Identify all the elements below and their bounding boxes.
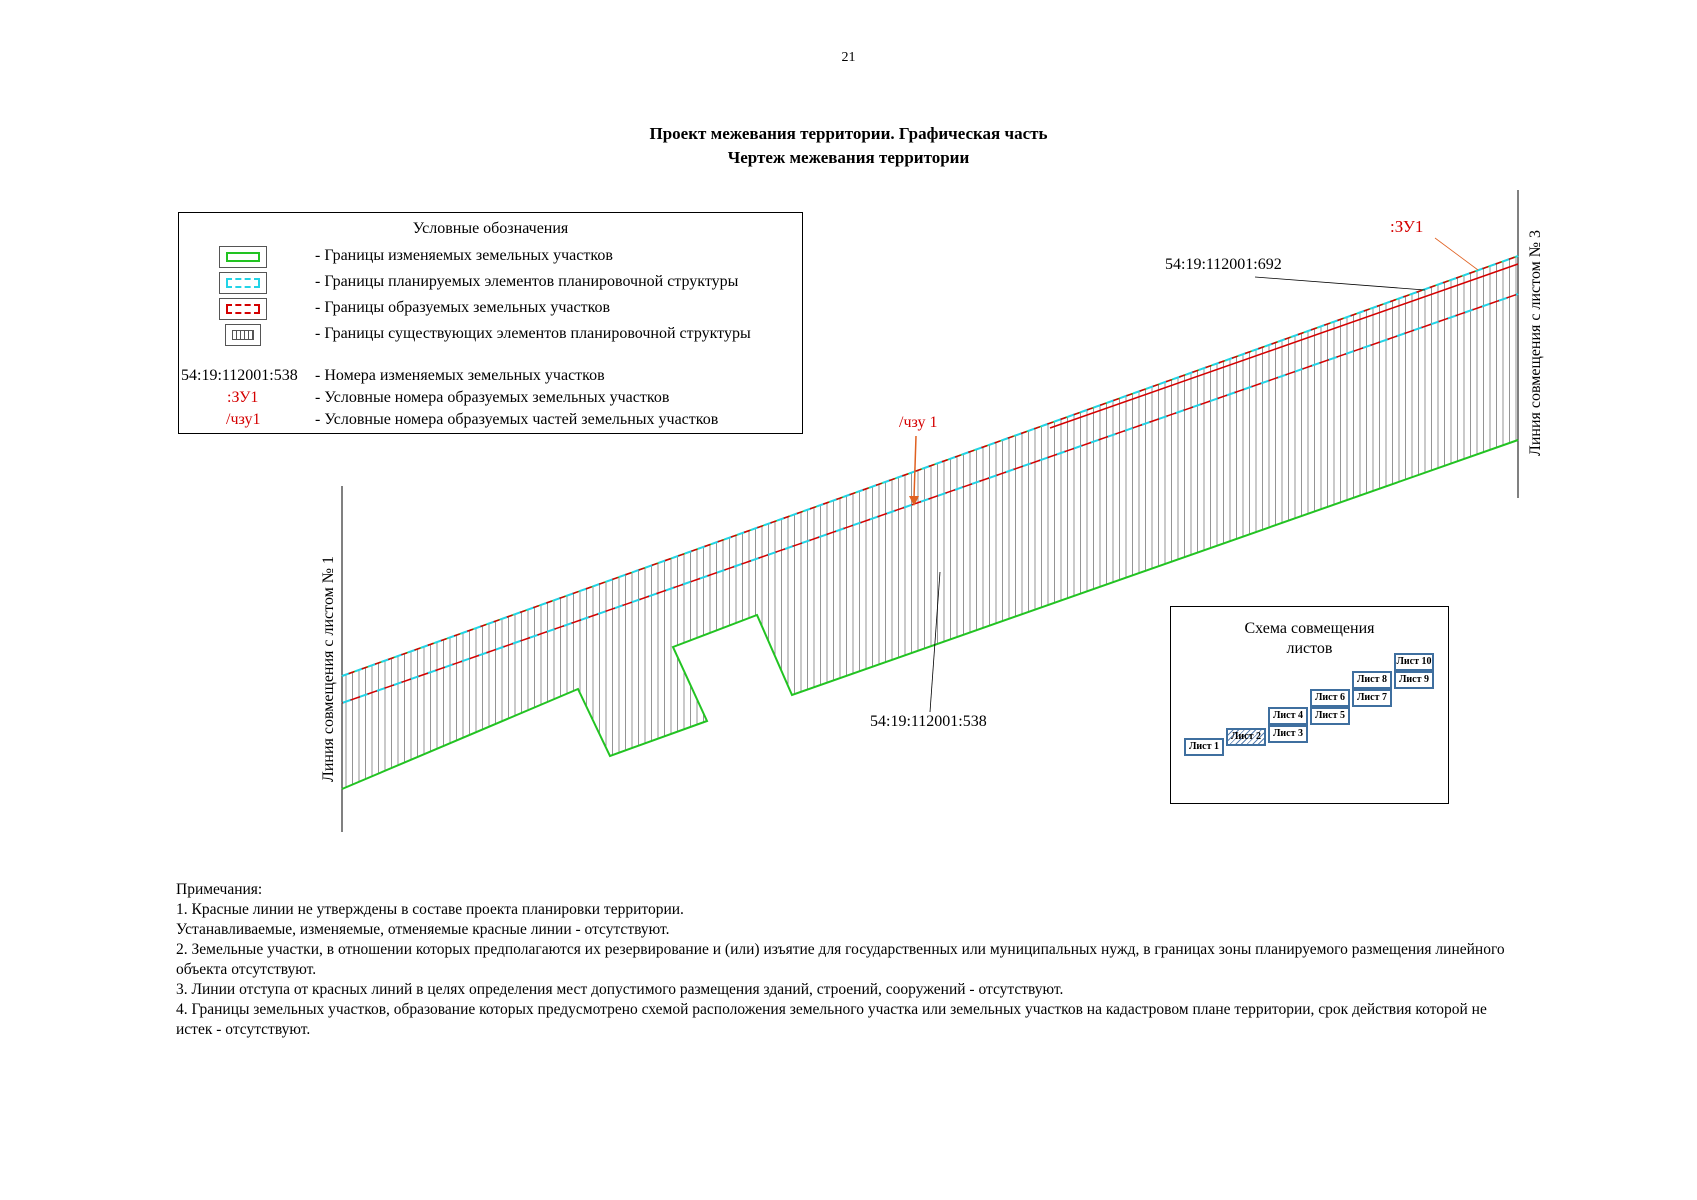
- sheet-3: Лист 3: [1268, 725, 1308, 743]
- sheet-6: Лист 6: [1310, 689, 1350, 707]
- cyan-dash-symbol-icon: [219, 272, 267, 294]
- sheet-scheme: [1170, 606, 1449, 804]
- sheet-7: Лист 7: [1352, 689, 1392, 707]
- leader-chzu1: [914, 436, 916, 498]
- legend: [178, 212, 803, 434]
- leader-parcel-538: [930, 572, 940, 712]
- legend-item: - Условные номера образуемых частей земельных участков: [315, 411, 719, 428]
- parcel-label-538: 54:19:112001:538: [870, 713, 987, 730]
- legend-item: - Границы изменяемых земельных участков: [315, 247, 613, 264]
- page-subtitle: Чертеж межевания территории: [727, 148, 970, 167]
- sheet-8: Лист 8: [1352, 671, 1392, 689]
- leader-zu1: [1435, 238, 1478, 270]
- legend-item: - Условные номера образуемых земельных участков: [315, 389, 670, 406]
- legend-code: /чзу1: [226, 411, 261, 428]
- red-dash-symbol-icon: [219, 298, 267, 320]
- note-item: 4. Границы земельных участков, образование которых предусмотрено схемой расположения земельного участка или земельных участков на кадастровом плане территории, срок действия которой не истек - отсутствуют.: [176, 1001, 1487, 1038]
- chzu1-label: /чзу 1: [899, 414, 938, 431]
- formed-parcel-upper-segment: [1050, 264, 1518, 428]
- sheet-5: Лист 5: [1310, 707, 1350, 725]
- parcel-label-692: 54:19:112001:692: [1165, 256, 1282, 273]
- legend-code: :ЗУ1: [227, 389, 259, 406]
- sheet-9: Лист 9: [1394, 671, 1434, 689]
- gray-hatch-symbol-icon: [225, 324, 261, 346]
- page-title: Проект межевания территории. Графическая часть: [649, 124, 1048, 143]
- notes: [176, 880, 1526, 1040]
- sheet-1: Лист 1: [1184, 738, 1224, 756]
- note-item: 3. Линии отступа от красных линий в целях определения мест допустимого размещения зданий, строений, сооружений - отсутствуют.: [176, 981, 1064, 998]
- note-item: 1. Красные линии не утверждены в составе проекта планировки территории.: [176, 901, 684, 918]
- legend-code: 54:19:112001:538: [181, 367, 298, 384]
- legend-item: - Номера изменяемых земельных участков: [315, 367, 605, 384]
- notes-heading: Примечания:: [176, 881, 263, 898]
- legend-title: Условные обозначения: [412, 220, 569, 237]
- sheet-2-current: Лист 2: [1226, 728, 1266, 746]
- zu1-label: :ЗУ1: [1390, 217, 1424, 236]
- sheet-10: Лист 10: [1394, 653, 1434, 671]
- leader-parcel-692: [1255, 277, 1425, 290]
- note-item: 2. Земельные участки, в отношении которых предполагаются их резервирование и (или) изъятие для государственных или муниципальных нужд, в границах зоны планируемого размещения линейного объекта отсутствуют.: [176, 941, 1505, 978]
- legend-item: - Границы образуемых земельных участков: [315, 299, 611, 316]
- page-number: 21: [841, 50, 856, 65]
- legend-item: - Границы планируемых элементов планировочной структуры: [315, 273, 739, 290]
- sheet-4: Лист 4: [1268, 707, 1308, 725]
- scheme-title: Схема совмещения листов: [1244, 620, 1375, 657]
- right-match-label: Линия совмещения с листом № 3: [1527, 229, 1544, 456]
- left-match-label: Линия совмещения с листом № 1: [320, 555, 337, 782]
- legend-item: - Границы существующих элементов планировочной структуры: [315, 325, 751, 342]
- green-solid-symbol-icon: [219, 246, 267, 268]
- note-item: Устанавливаемые, изменяемые, отменяемые красные линии - отсутствуют.: [176, 921, 670, 938]
